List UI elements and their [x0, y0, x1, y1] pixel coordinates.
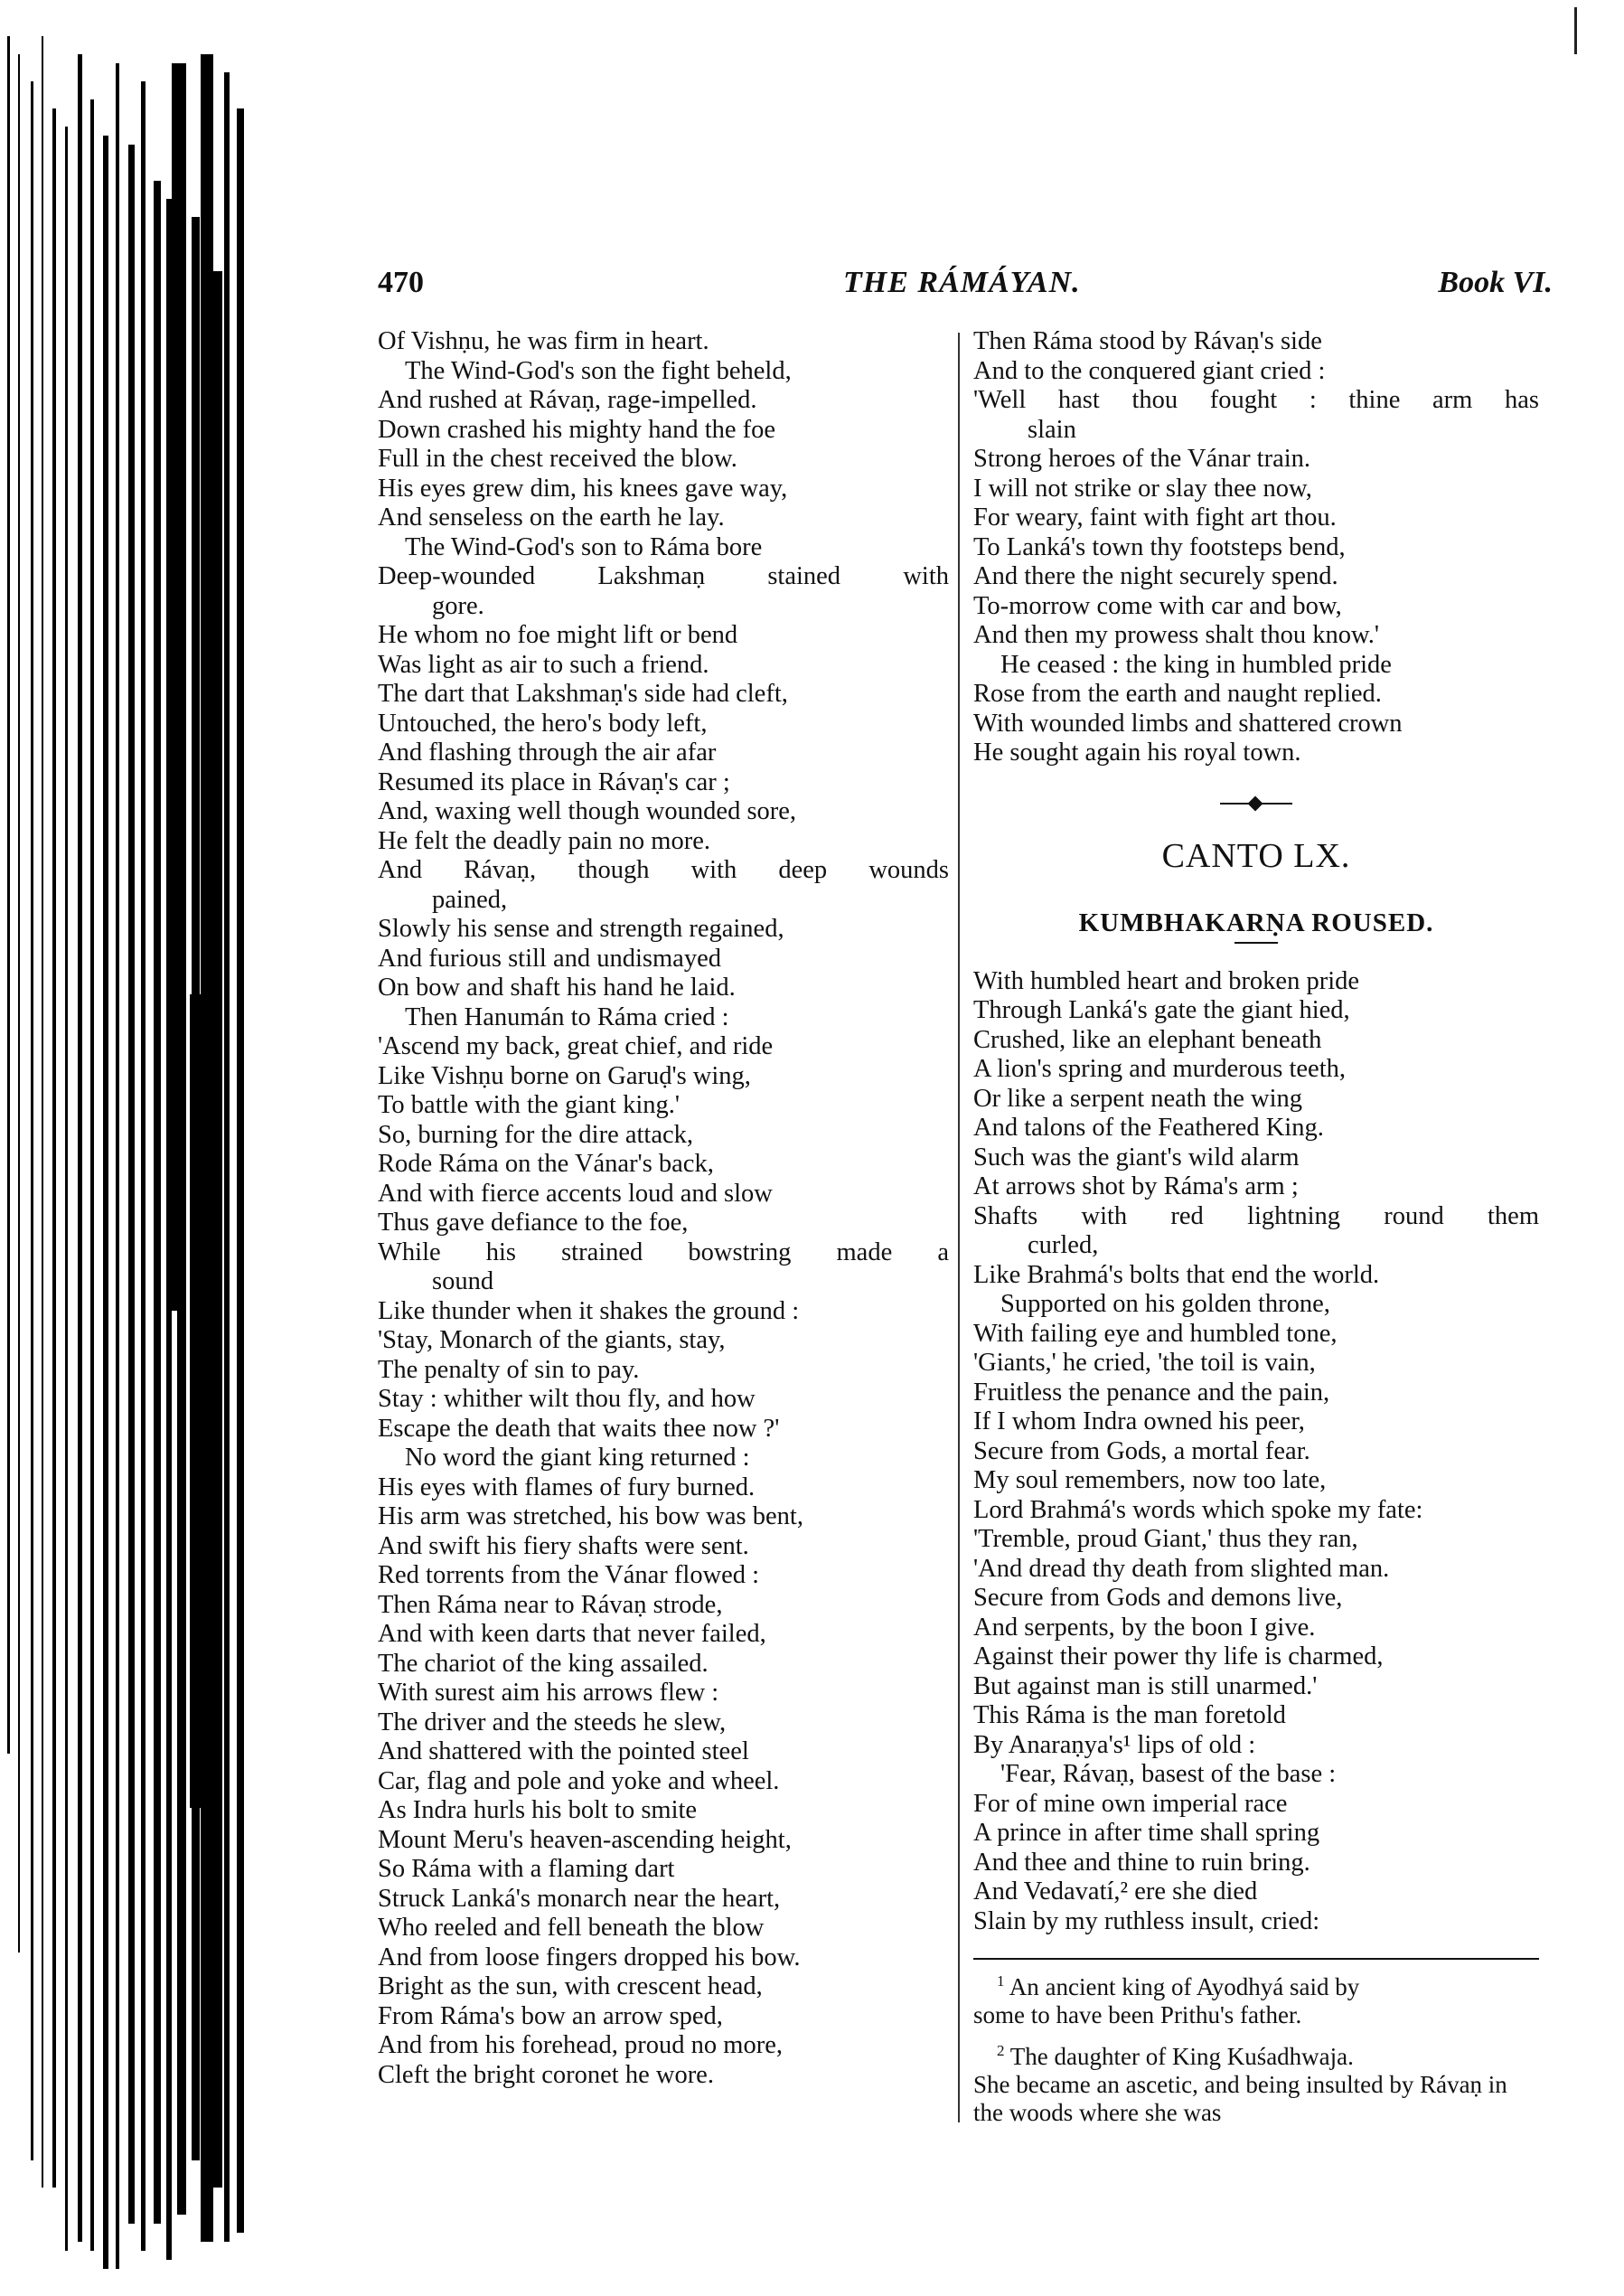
verse-line: And talons of the Feathered King.: [973, 1114, 1324, 1142]
verse-line: Struck Lanká's monarch near the heart,: [378, 1884, 781, 1913]
verse-line: Such was the giant's wild alarm: [973, 1143, 1300, 1172]
verse-line: And thee and thine to ruin bring.: [973, 1848, 1310, 1877]
verse-line: Bright as the sun, with crescent head,: [378, 1972, 763, 2000]
verse-line: A lion's spring and murderous teeth,: [973, 1055, 1346, 1083]
verse-line: To-morrow come with car and bow,: [973, 591, 1342, 620]
verse-line: And Rávaṇ, though with deep wounds: [378, 856, 949, 884]
verse-line: Mount Meru's heaven-ascending height,: [378, 1825, 792, 1854]
verse-line: For of mine own imperial race: [973, 1789, 1288, 1818]
footnote-marker: 1: [997, 1972, 1005, 1990]
verse-line: I will not strike or slay thee now,: [973, 474, 1312, 503]
verse-line: 'Ascend my back, great chief, and ride: [378, 1032, 774, 1060]
column-divider: [958, 333, 960, 2122]
verse-line: 'Stay, Monarch of the giants, stay,: [378, 1326, 726, 1354]
verse-line: Like Vishṇu borne on Garuḍ's wing,: [378, 1061, 751, 1090]
verse-line: And senseless on the earth he lay.: [378, 503, 725, 532]
verse-line: Slowly his sense and strength regained,: [378, 915, 784, 943]
verse-line: Then Hanumán to Ráma cried :: [405, 1002, 729, 1031]
verse-line: At arrows shot by Ráma's arm ;: [973, 1172, 1299, 1200]
verse-line: Stay : whither wilt thou fly, and how: [378, 1385, 756, 1413]
footnote-text: An ancient king of Ayodhyá said by: [1004, 1973, 1360, 2000]
verse-line: And shattered with the pointed steel: [378, 1737, 749, 1765]
verse-line: Deep-wounded Lakshmaṇ stained with: [378, 562, 949, 590]
title-rule: [1234, 942, 1278, 944]
verse-line: My soul remembers, now too late,: [973, 1466, 1327, 1494]
verse-line: Secure from Gods, a mortal fear.: [973, 1436, 1310, 1465]
verse-line: Of Vishṇu, he was firm in heart.: [378, 327, 709, 355]
verse-line: 'And dread thy death from slighted man.: [973, 1554, 1390, 1583]
footnote-text: She became an ascetic, and being insulted by Rávaṇ in the woods where she was: [973, 2071, 1507, 2126]
verse-line: Like Brahmá's bolts that end the world.: [973, 1260, 1380, 1289]
ornament-rule: [1220, 795, 1292, 812]
verse-line: But against man is still unarmed.': [973, 1671, 1318, 1700]
verse-line: curled,: [1028, 1231, 1099, 1259]
verse-line: And from loose fingers dropped his bow.: [378, 1943, 801, 1971]
page-number: 470: [378, 266, 424, 299]
verse-line: He ceased : the king in humbled pride: [1000, 650, 1392, 679]
verse-line: And rushed at Rávaṇ, rage-impelled.: [378, 386, 757, 414]
verse-line: And then my prowess shalt thou know.': [973, 621, 1379, 649]
verse-line: With failing eye and humbled tone,: [973, 1319, 1338, 1348]
verse-line: Full in the chest received the blow.: [378, 445, 737, 473]
verse-line: Then Ráma near to Rávaṇ strode,: [378, 1590, 723, 1619]
verse-line: For weary, faint with fight art thou.: [973, 503, 1337, 532]
verse-line: So Ráma with a flaming dart: [378, 1855, 675, 1883]
verse-line: 'Well hast thou fought : thine arm has: [973, 386, 1539, 414]
verse-line: No word the giant king returned :: [405, 1444, 750, 1472]
verse-line: He sought again his royal town.: [973, 739, 1301, 767]
canto-lix-ending: [973, 327, 1539, 768]
verse-line: While his strained bowstring made a: [378, 1237, 949, 1266]
verse-line: With surest aim his arrows flew :: [378, 1679, 719, 1707]
right-column: [973, 327, 1539, 2127]
verse-line: Like thunder when it shakes the ground :: [378, 1296, 800, 1325]
verse-line: And with fierce accents loud and slow: [378, 1179, 773, 1208]
verse-line: Secure from Gods and demons live,: [973, 1584, 1343, 1612]
footnote-marker: 2: [997, 2042, 1005, 2059]
verse-line: And furious still and undismayed: [378, 944, 721, 973]
verse-line: A prince in after time shall spring: [973, 1819, 1320, 1847]
verse-line: And there the night securely spend.: [973, 562, 1338, 590]
canto-lx-verse: [973, 967, 1539, 1937]
footnote: [973, 1967, 1539, 2029]
verse-line: Fruitless the penance and the pain,: [973, 1378, 1330, 1407]
running-header: [378, 266, 1553, 311]
verse-line: He felt the deadly pain no more.: [378, 826, 710, 855]
book-label: Book VI.: [1438, 266, 1553, 299]
verse-line: His arm was stretched, his bow was bent,: [378, 1502, 803, 1530]
verse-line: The dart that Lakshmaṇ's side had cleft,: [378, 680, 788, 708]
verse-line: And to the conquered giant cried :: [973, 356, 1326, 385]
verse-line: 'Tremble, proud Giant,' thus they ran,: [973, 1525, 1358, 1553]
verse-line: Was light as air to such a friend.: [378, 650, 709, 679]
canto-title: KUMBHAKARṆA ROUSED.: [1078, 908, 1434, 937]
verse-line: gore.: [432, 591, 484, 620]
verse-line: With humbled heart and broken pride: [973, 966, 1360, 995]
verse-line: His eyes grew dim, his knees gave way,: [378, 474, 788, 503]
verse-line: To battle with the giant king.': [378, 1091, 680, 1119]
verse-line: By Anaraṇya's¹ lips of old :: [973, 1730, 1256, 1759]
verse-line: Against their power thy life is charmed,: [973, 1642, 1384, 1670]
footnotes: [973, 1967, 1539, 2127]
verse-line: And swift his fiery shafts were sent.: [378, 1531, 749, 1560]
verse-line: And with keen darts that never failed,: [378, 1620, 766, 1648]
verse-line: And Vedavatí,² ere she died: [973, 1877, 1258, 1905]
verse-line: And from his forehead, proud no more,: [378, 2031, 783, 2059]
verse-line: This Ráma is the man foretold: [973, 1701, 1286, 1729]
verse-line: 'Giants,' he cried, 'the toil is vain,: [973, 1349, 1316, 1377]
verse-line: Rode Ráma on the Vánar's back,: [378, 1150, 714, 1178]
verse-line: Who reeled and fell beneath the blow: [378, 1914, 765, 1942]
footnote-text: The daughter of King Kuśadhwaja.: [1004, 2043, 1354, 2070]
verse-line: Cleft the bright coronet he wore.: [378, 2060, 714, 2089]
verse-line: Through Lanká's gate the giant hied,: [973, 996, 1350, 1024]
verse-line: sound: [432, 1267, 494, 1295]
page-edge-decoration: [0, 0, 298, 2296]
verse-line: Escape the death that waits thee now ?': [378, 1414, 780, 1443]
verse-line: Shafts with red lightning round them: [973, 1201, 1539, 1230]
verse-line: Car, flag and pole and yoke and wheel.: [378, 1766, 780, 1795]
verse-line: To Lanká's town thy footsteps bend,: [973, 532, 1346, 561]
verse-line: So, burning for the dire attack,: [378, 1120, 694, 1149]
verse-line: With wounded limbs and shattered crown: [973, 709, 1403, 738]
verse-line: Supported on his golden throne,: [1000, 1290, 1330, 1318]
verse-line: Resumed its place in Rávaṇ's car ;: [378, 767, 730, 796]
top-margin-mark: [1574, 7, 1577, 54]
verse-line: Untouched, the hero's body left,: [378, 709, 708, 738]
verse-line: And flashing through the air afar: [378, 739, 717, 767]
verse-line: Or like a serpent neath the wing: [973, 1084, 1303, 1113]
running-title: THE RÁMÁYAN.: [843, 266, 1081, 299]
verse-line: Slain by my ruthless insult, cried:: [973, 1906, 1320, 1935]
verse-line: His eyes with flames of fury burned.: [378, 1473, 756, 1501]
verse-line: Then Ráma stood by Rávaṇ's side: [973, 327, 1322, 355]
verse-line: The driver and the steeds he slew,: [378, 1708, 727, 1736]
verse-line: Red torrents from the Vánar flowed :: [378, 1561, 760, 1589]
canto-number: CANTO LX.: [1161, 836, 1351, 875]
verse-line: The chariot of the king assailed.: [378, 1649, 709, 1678]
left-column: [378, 327, 949, 2090]
verse-line: 'Fear, Rávaṇ, basest of the base :: [1000, 1760, 1337, 1788]
verse-line: The Wind-God's son the fight beheld,: [405, 356, 792, 385]
footnote: [973, 2037, 1539, 2127]
verse-line: And, waxing well though wounded sore,: [378, 797, 797, 825]
verse-line: And serpents, by the boon I give.: [973, 1613, 1316, 1642]
verse-line: Thus gave defiance to the foe,: [378, 1209, 689, 1237]
verse-line: Lord Brahmá's words which spoke my fate:: [973, 1495, 1423, 1524]
verse-line: slain: [1028, 415, 1076, 444]
verse-line: Crushed, like an elephant beneath: [973, 1025, 1322, 1054]
verse-line: pained,: [432, 885, 508, 914]
verse-line: As Indra hurls his bolt to smite: [378, 1796, 698, 1824]
verse-line: Rose from the earth and naught replied.: [973, 680, 1382, 708]
verse-line: If I whom Indra owned his peer,: [973, 1407, 1305, 1435]
verse-line: On bow and shaft his hand he laid.: [378, 974, 736, 1002]
verse-line: The Wind-God's son to Ráma bore: [405, 532, 763, 561]
verse-line: The penalty of sin to pay.: [378, 1355, 640, 1384]
verse-line: Strong heroes of the Vánar train.: [973, 445, 1311, 473]
verse-line: From Ráma's bow an arrow sped,: [378, 2001, 723, 2030]
footnote-text: some to have been Prithu's father.: [973, 2001, 1302, 2028]
verse-line: He whom no foe might lift or bend: [378, 621, 738, 649]
verse-line: Down crashed his mighty hand the foe: [378, 415, 776, 444]
footnote-rule: [973, 1958, 1539, 1960]
